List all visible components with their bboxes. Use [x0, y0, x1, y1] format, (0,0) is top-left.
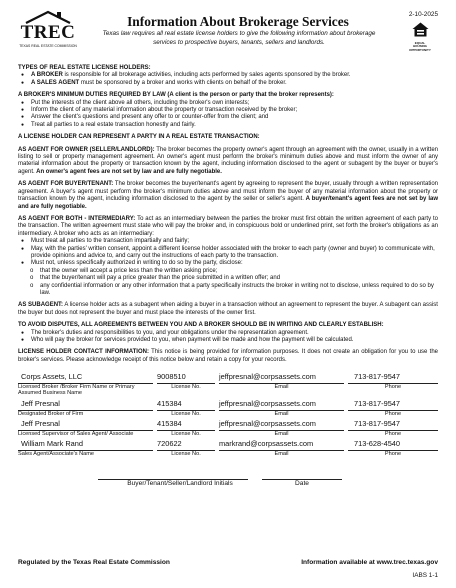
field-label: Email [274, 384, 289, 391]
email-field[interactable]: jeffpresnal@corpsassets.com [219, 372, 344, 384]
bold-term: A BROKER [31, 72, 63, 79]
para-text: A license holder acts as a subagent when aiding a buyer in a transaction without an agreement to represent the buyer. A subagent can assist the buyer but does not represent the buyer and must place the interests of the owner first. [18, 302, 438, 316]
list-item [31, 72, 438, 79]
item-text: must be sponsored by a broker and works with clients on behalf of the broker. [79, 79, 287, 86]
buyer-agent-paragraph [18, 181, 438, 211]
field-label: Phone [384, 384, 402, 391]
field-label: License No. [171, 410, 201, 417]
list-item: ● May, with the parties' written consent, appoint a different license holder associated with the broker to each party (owner and buyer) to communicate with, provide opinions and advice to, and carry out the instructions of each party to the transaction. [31, 246, 438, 261]
equal-housing-icon [412, 22, 429, 37]
label-row [18, 431, 438, 437]
bold-term: AS SUBAGENT: [18, 302, 64, 309]
license-field[interactable]: 9008510 [157, 372, 215, 384]
list-item: ● Put the interests of the client above all others, including the broker's own interests; [31, 100, 438, 107]
contact-row [18, 399, 438, 411]
label-row [18, 411, 438, 417]
initials-label: Buyer/Tenant/Seller/Landlord Initials [127, 480, 233, 488]
list-item: ● Must not, unless specifically authorized in writing to do so by the party, disclose: [31, 260, 438, 267]
phone-field[interactable]: 713-817-9547 [348, 399, 438, 411]
supervisor-field[interactable]: Jeff Presnal [18, 419, 153, 431]
contact-row [18, 372, 438, 384]
duties-list [18, 100, 438, 130]
intermediary-paragraph [18, 216, 438, 238]
bold-tail: An owner's agent fees are not set by law and are fully negotiable. [34, 168, 222, 175]
disputes-list [18, 330, 438, 345]
list-item: ● Who will pay the broker for services provided to you, when payment will be made and how the payment will be calculated. [31, 337, 438, 344]
list-item: ● Answer the client's questions and present any offer to or counter-offer from the client; and [31, 114, 438, 121]
list-item: ● Must treat all parties to the transaction impartially and fairly; [31, 238, 438, 245]
subagent-paragraph [18, 302, 438, 317]
bold-term: AS AGENT FOR BOTH - INTERMEDIARY: [18, 215, 136, 222]
trec-logo-text: TREC [20, 22, 76, 43]
field-label: Email [274, 451, 289, 458]
disputes-heading: TO AVOID DISPUTES, ALL AGREEMENTS BETWEEN YOU AND A BROKER SHOULD BE IN WRITING AND CLEARLY ESTABLISH: [18, 322, 384, 329]
page-subtitle: Texas law requires all real estate license holders to give the following information about brokerage services to prospective buyers, tenants, sellers and landlords. [102, 30, 376, 46]
bold-term: AS AGENT FOR BUYER/TENANT: [18, 181, 114, 188]
field-label: Licensed Broker /Broker Firm Name or Primary Assumed Business Name [18, 384, 135, 397]
field-label: License No. [171, 430, 201, 437]
label-row [18, 451, 438, 457]
phone-field[interactable]: 713-817-9547 [348, 419, 438, 431]
bold-term: AS AGENT FOR OWNER (SELLER/LANDLORD): [18, 146, 155, 153]
field-label: Email [274, 410, 289, 417]
date-field[interactable] [262, 471, 342, 480]
phone-field[interactable]: 713-628-4540 [348, 439, 438, 451]
bold-tail: A buyer/tenant's agent fees are not set by law and are fully negotiable. [18, 196, 438, 210]
contact-row [18, 439, 438, 451]
field-label: Sales Agent/Associate's Name [18, 451, 95, 458]
field-label: License No. [171, 451, 201, 458]
intermediary-list [18, 238, 438, 268]
page-title: Information About Brokerage Services [127, 14, 349, 29]
footer-regulated-text: Regulated by the Texas Real Estate Commission [18, 559, 170, 566]
trec-logo-subtext: TEXAS REAL ESTATE COMMISSION [19, 44, 77, 48]
license-field[interactable]: 720622 [157, 439, 215, 451]
field-label: Phone [384, 410, 402, 417]
list-item: ● The broker's duties and responsibilities to you, and your obligations under the representation agreement. [31, 330, 438, 337]
list-item: o that the buyer/tenant will pay a price greater than the price submitted in a written offer; and [40, 275, 438, 282]
phone-field[interactable]: 713-817-9547 [348, 372, 438, 384]
form-id: IABS 1-1 [412, 572, 438, 579]
footer-info-link[interactable]: Information available at www.trec.texas.gov [301, 559, 438, 566]
license-field[interactable]: 415384 [157, 399, 215, 411]
field-label: Email [274, 430, 289, 437]
email-field[interactable]: jeffpresnal@corpsassets.com [219, 419, 344, 431]
document-body [18, 65, 438, 364]
broker-name-field[interactable]: Corps Assets, LLC [18, 372, 153, 384]
para-text: This notice is being provided for information purposes. It does not create an obligation for you to use the broker's services. Please acknowledge receipt of this notice below and retain a copy for your records. [18, 349, 439, 363]
field-label: License No. [171, 384, 201, 391]
field-label: Licensed Supervisor of Sales Agent/ Associate [18, 430, 134, 437]
equal-housing-logo [408, 22, 432, 52]
field-label: Phone [384, 451, 402, 458]
intermediary-sublist [18, 268, 438, 298]
license-field[interactable]: 415384 [157, 419, 215, 431]
designated-broker-field[interactable]: Jeff Presnal [18, 399, 153, 411]
sales-agent-field[interactable]: William Mark Rand [18, 439, 153, 451]
types-list [18, 72, 438, 87]
para-text: The broker becomes the property owner's agent through an agreement with the owner, usually in a written listing to sell or property management agreement. An owner's agent must perform the broker's minimum duties above and must inform the owner of any material information about the property or transaction known by the agent, including information disclosed to the agent or subagent by the buyer or buyer's agent. [18, 146, 439, 175]
field-label: Phone [384, 430, 402, 437]
types-heading: TYPES OF REAL ESTATE LICENSE HOLDERS: [18, 65, 151, 71]
form-date: 2-10-2025 [408, 11, 438, 18]
label-row [18, 384, 438, 396]
initials-field[interactable] [98, 471, 248, 480]
header [18, 0, 438, 60]
item-text: is responsible for all brokerage activities, including acts performed by sales agents sponsored by the broker. [62, 72, 351, 79]
email-field[interactable]: jeffpresnal@corpsassets.com [219, 399, 344, 411]
initials-row [98, 471, 438, 480]
list-item [31, 80, 438, 87]
list-item: ● Inform the client of any material information about the property or transaction received by the broker; [31, 107, 438, 114]
contact-row [18, 419, 438, 431]
represent-heading: A LICENSE HOLDER CAN REPRESENT A PARTY IN A REAL ESTATE TRANSACTION: [18, 134, 260, 141]
duties-heading: A BROKER'S MINIMUM DUTIES REQUIRED BY LAW (A client is the person or party that the broker represents): [18, 92, 334, 99]
initials-labels [98, 480, 438, 488]
date-label: Date [295, 480, 309, 488]
equal-housing-text: EQUAL HOUSING OPPORTUNITY [409, 41, 431, 52]
contact-info-paragraph [18, 349, 438, 364]
bold-term: LICENSE HOLDER CONTACT INFORMATION: [18, 349, 149, 356]
trec-logo [18, 10, 78, 54]
list-item: ● Treat all parties to a real estate transaction honestly and fairly. [31, 122, 438, 129]
owner-agent-paragraph [18, 147, 438, 177]
field-label: Designated Broker of Firm [18, 410, 84, 417]
contact-table [18, 372, 438, 457]
list-item: o that the owner will accept a price less than the written asking price; [40, 268, 438, 275]
para-text: To act as an intermediary between the parties the broker must first obtain the written agreement of each party to the transaction. The written agreement must state who will pay the broker and, in conspicuous bold or underlined print, set forth the broker's obligations as an intermediary. A broker who acts as an intermediary: [18, 215, 439, 237]
footer [18, 559, 438, 566]
para-text: The broker becomes the buyer/tenant's agent by agreeing to represent the buyer, usually through a written representation agreement. A buyer's agent must perform the broker's minimum duties above and must inform the buyer of any material information about the property or transaction known by the agent, including information disclosed to the agent by the seller or seller's agent. [18, 181, 438, 203]
bold-term: A SALES AGENT [31, 79, 80, 86]
list-item: o any confidential information or any other information that a party specifically instructs the broker in writing not to disclose, unless required to do so by law. [40, 283, 438, 298]
email-field[interactable]: markrand@corpsassets.com [219, 439, 344, 451]
